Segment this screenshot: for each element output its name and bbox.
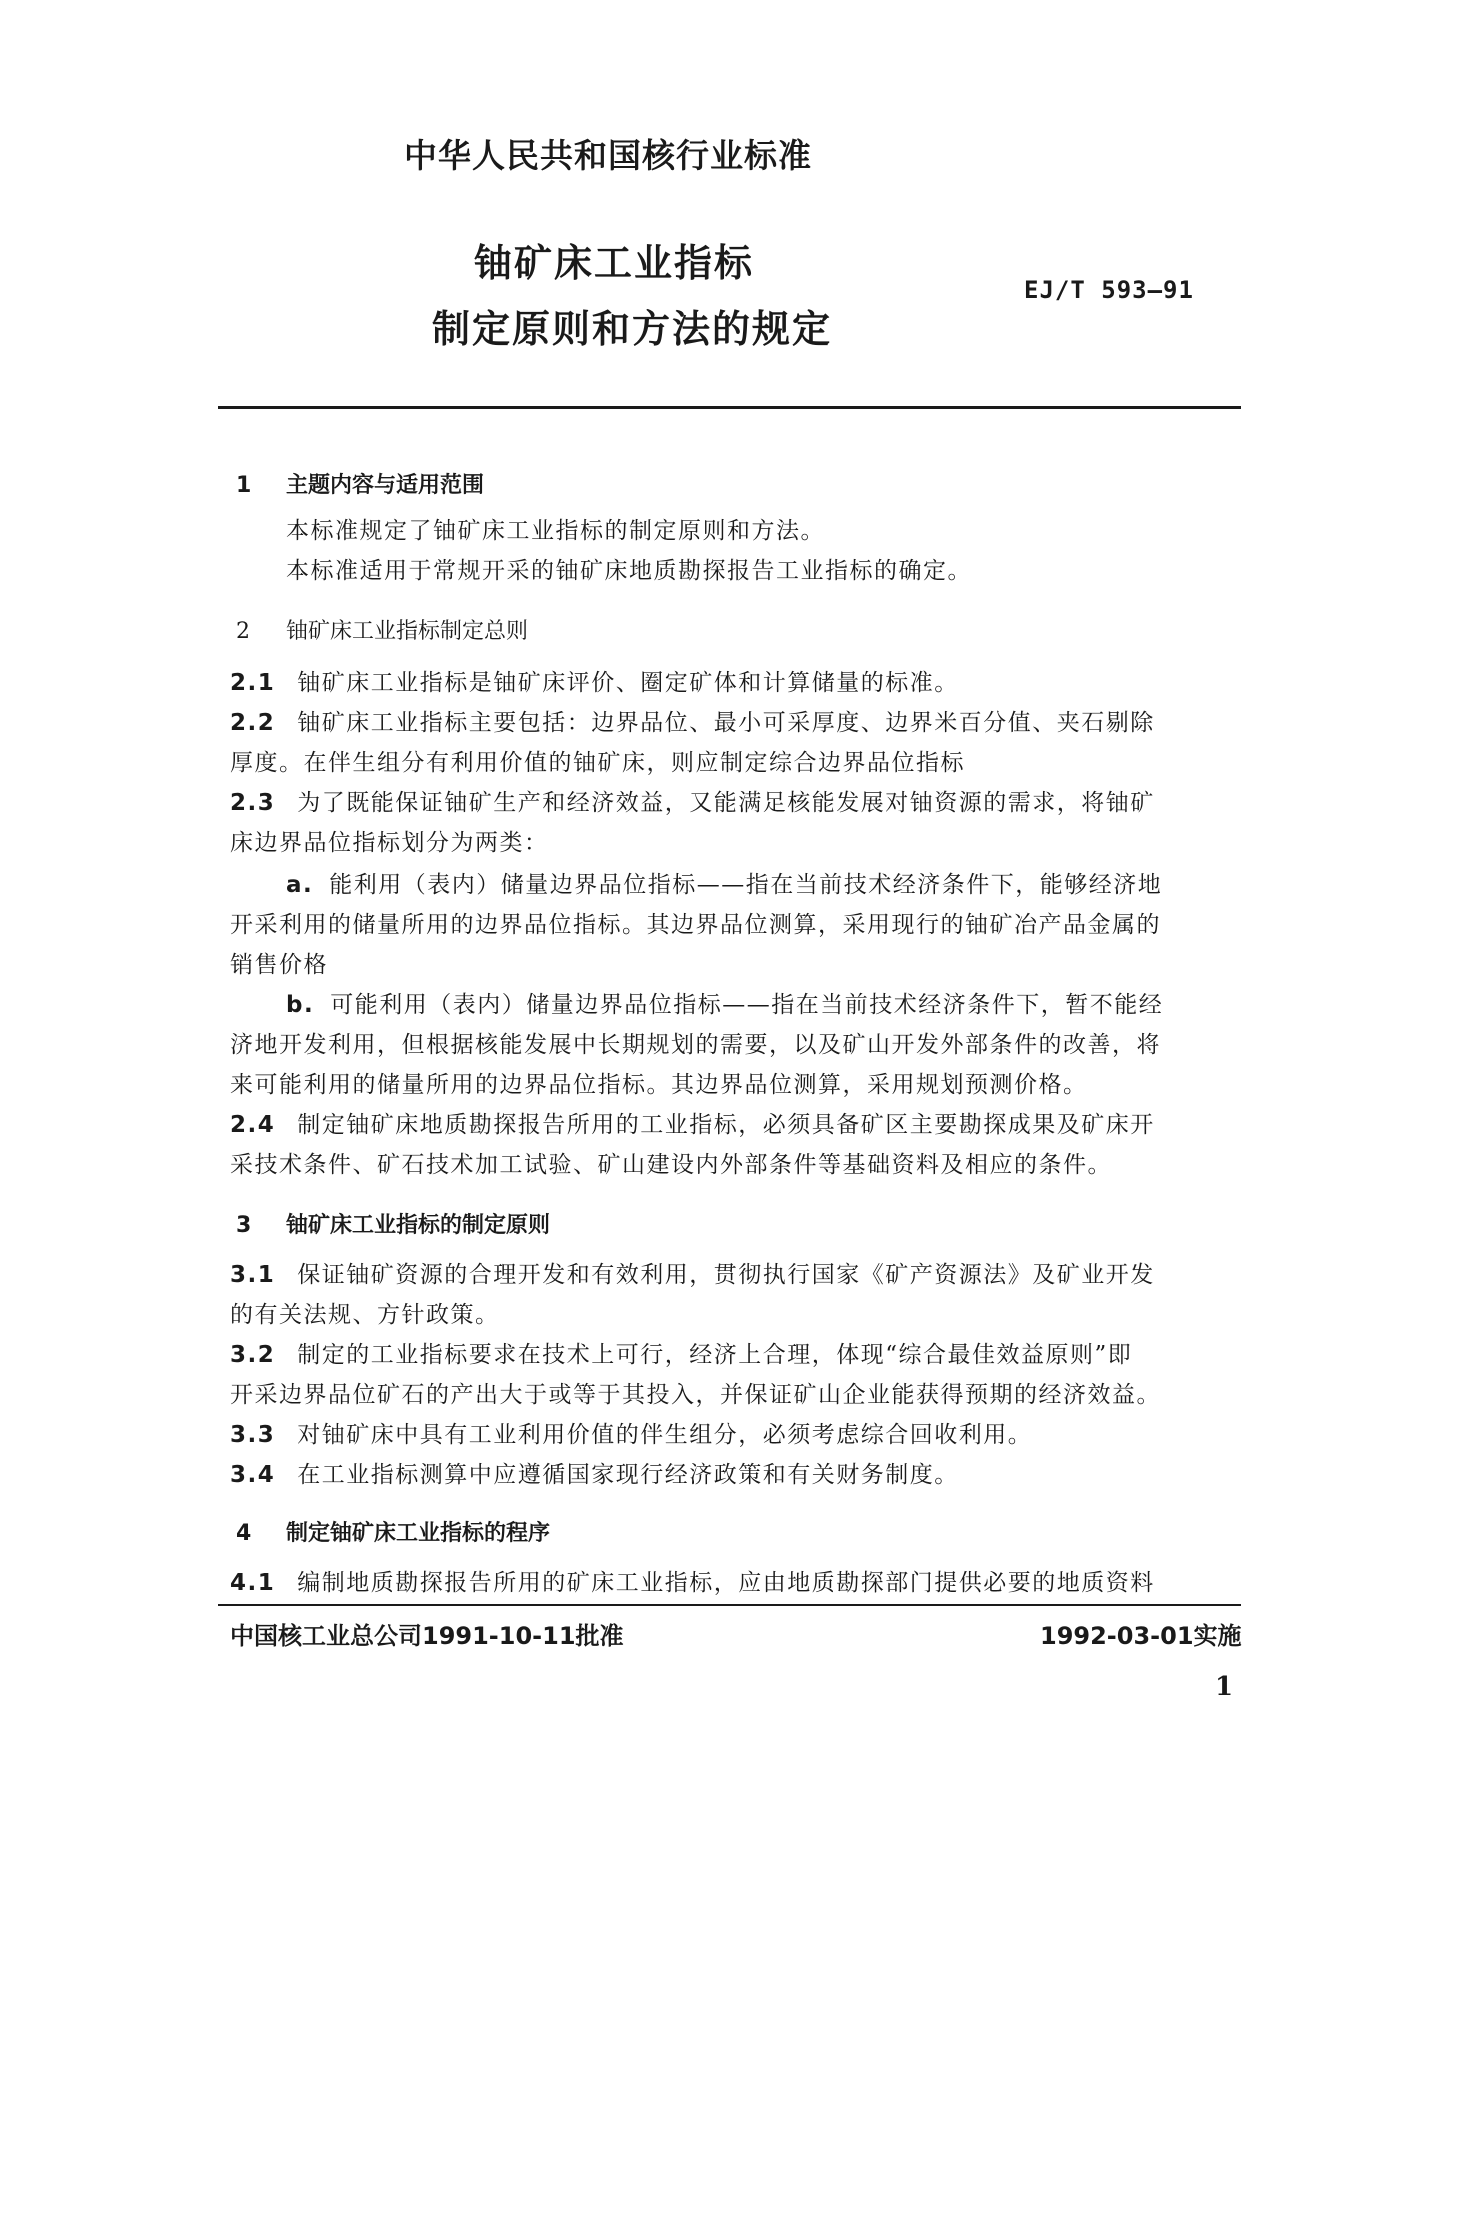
item-text: 可能利用（表内）储量边界品位指标——指在当前技术经济条件下，暂不能经 [330,992,1164,1018]
clause-number: 3.3 [230,1422,276,1448]
footer-divider [218,1604,1241,1606]
clause-2-3 [230,784,1155,817]
clause-2-4 [230,1106,1155,1139]
clause-text: 为了既能保证铀矿生产和经济效益，又能满足核能发展对铀资源的需求，将铀矿 [297,790,1155,816]
section-3-heading [236,1208,550,1239]
clause-3-4 [230,1456,959,1489]
item-label: b. [286,992,315,1018]
clause-number: 2.3 [230,790,276,816]
implementation-date: 1992-03-01实施 [1040,1622,1242,1650]
clause-text: 对铀矿床中具有工业利用价值的伴生组分，必须考虑综合回收利用。 [297,1422,1033,1448]
clause-text: 的有关法规、方针政策。 [230,1302,500,1328]
clause-text: 床边界品位指标划分为两类： [230,830,549,856]
section-4-heading [236,1516,550,1547]
section-title: 制定铀矿床工业指标的程序 [286,1521,551,1546]
standard-number: EJ/T 593—91 [1024,276,1194,304]
section-number: 4 [236,1521,252,1546]
clause-text: 保证铀矿资源的合理开发和有效利用，贯彻执行国家《矿产资源法》及矿业开发 [297,1262,1155,1288]
clause-number: 3.1 [230,1262,276,1288]
item-text: 销售价格 [230,952,328,978]
clause-text: 制定的工业指标要求在技术上可行，经济上合理，体现“综合最佳效益原则”即 [297,1342,1133,1368]
clause-text: 制定铀矿床地质勘探报告所用的工业指标，必须具备矿区主要勘探成果及矿床开 [297,1112,1155,1138]
clause-4-1 [230,1564,1155,1597]
clause-number: 3.2 [230,1342,276,1368]
clause-text: 编制地质勘探报告所用的矿床工业指标，应由地质勘探部门提供必要的地质资料 [297,1570,1155,1596]
section-title: 主题内容与适用范围 [286,473,485,498]
paragraph: 本标准规定了铀矿床工业指标的制定原则和方法。 [286,518,825,544]
header-divider [218,406,1241,409]
clause-number: 3.4 [230,1462,276,1488]
clause-text: 采技术条件、矿石技术加工试验、矿山建设内外部条件等基础资料及相应的条件。 [230,1152,1112,1178]
item-a [286,866,1162,899]
item-text: 济地开发利用，但根据核能发展中长期规划的需要，以及矿山开发外部条件的改善，将 [230,1032,1161,1058]
clause-number: 2.2 [230,710,276,736]
section-2-heading [236,614,528,645]
item-text: 开采利用的储量所用的边界品位指标。其边界品位测算，采用现行的铀矿冶产品金属的 [230,912,1161,938]
clause-2-2 [230,704,1155,737]
clause-text: 在工业指标测算中应遵循国家现行经济政策和有关财务制度。 [297,1462,959,1488]
clause-3-3 [230,1416,1032,1449]
section-title: 铀矿床工业指标制定总则 [286,619,529,644]
clause-2-1 [230,664,959,697]
section-1-heading [236,468,484,499]
item-b [286,986,1163,1019]
item-text: 来可能利用的储量所用的边界品位指标。其边界品位测算，采用规划预测价格。 [230,1072,1088,1098]
item-text: 能利用（表内）储量边界品位指标——指在当前技术经济条件下，能够经济地 [329,872,1163,898]
item-label: a. [286,872,314,898]
paragraph: 本标准适用于常规开采的铀矿床地质勘探报告工业指标的确定。 [286,558,972,584]
section-number: 1 [236,473,252,498]
clause-text: 厚度。在伴生组分有利用价值的铀矿床，则应制定综合边界品位指标 [230,750,965,776]
clause-number: 4.1 [230,1570,276,1596]
document-title-line2: 制定原则和方法的规定 [432,307,833,351]
clause-text: 铀矿床工业指标是铀矿床评价、圈定矿体和计算储量的标准。 [297,670,959,696]
document-title-line1: 铀矿床工业指标 [474,241,755,285]
clause-3-1 [230,1256,1155,1289]
clause-text: 开采边界品位矿石的产出大于或等于其投入，并保证矿山企业能获得预期的经济效益。 [230,1382,1161,1408]
clause-text: 铀矿床工业指标主要包括：边界品位、最小可采厚度、边界米百分值、夹石剔除 [297,710,1155,736]
clause-number: 2.4 [230,1112,276,1138]
approval-date: 中国核工业总公司1991-10-11批准 [230,1622,624,1650]
section-number: 2 [236,619,250,644]
section-title: 铀矿床工业指标的制定原则 [286,1213,551,1238]
standard-category-heading: 中华人民共和国核行业标准 [404,136,812,175]
section-number: 3 [236,1213,252,1238]
clause-number: 2.1 [230,670,276,696]
clause-3-2 [230,1336,1132,1369]
page-number: 1 [1215,1672,1234,1702]
